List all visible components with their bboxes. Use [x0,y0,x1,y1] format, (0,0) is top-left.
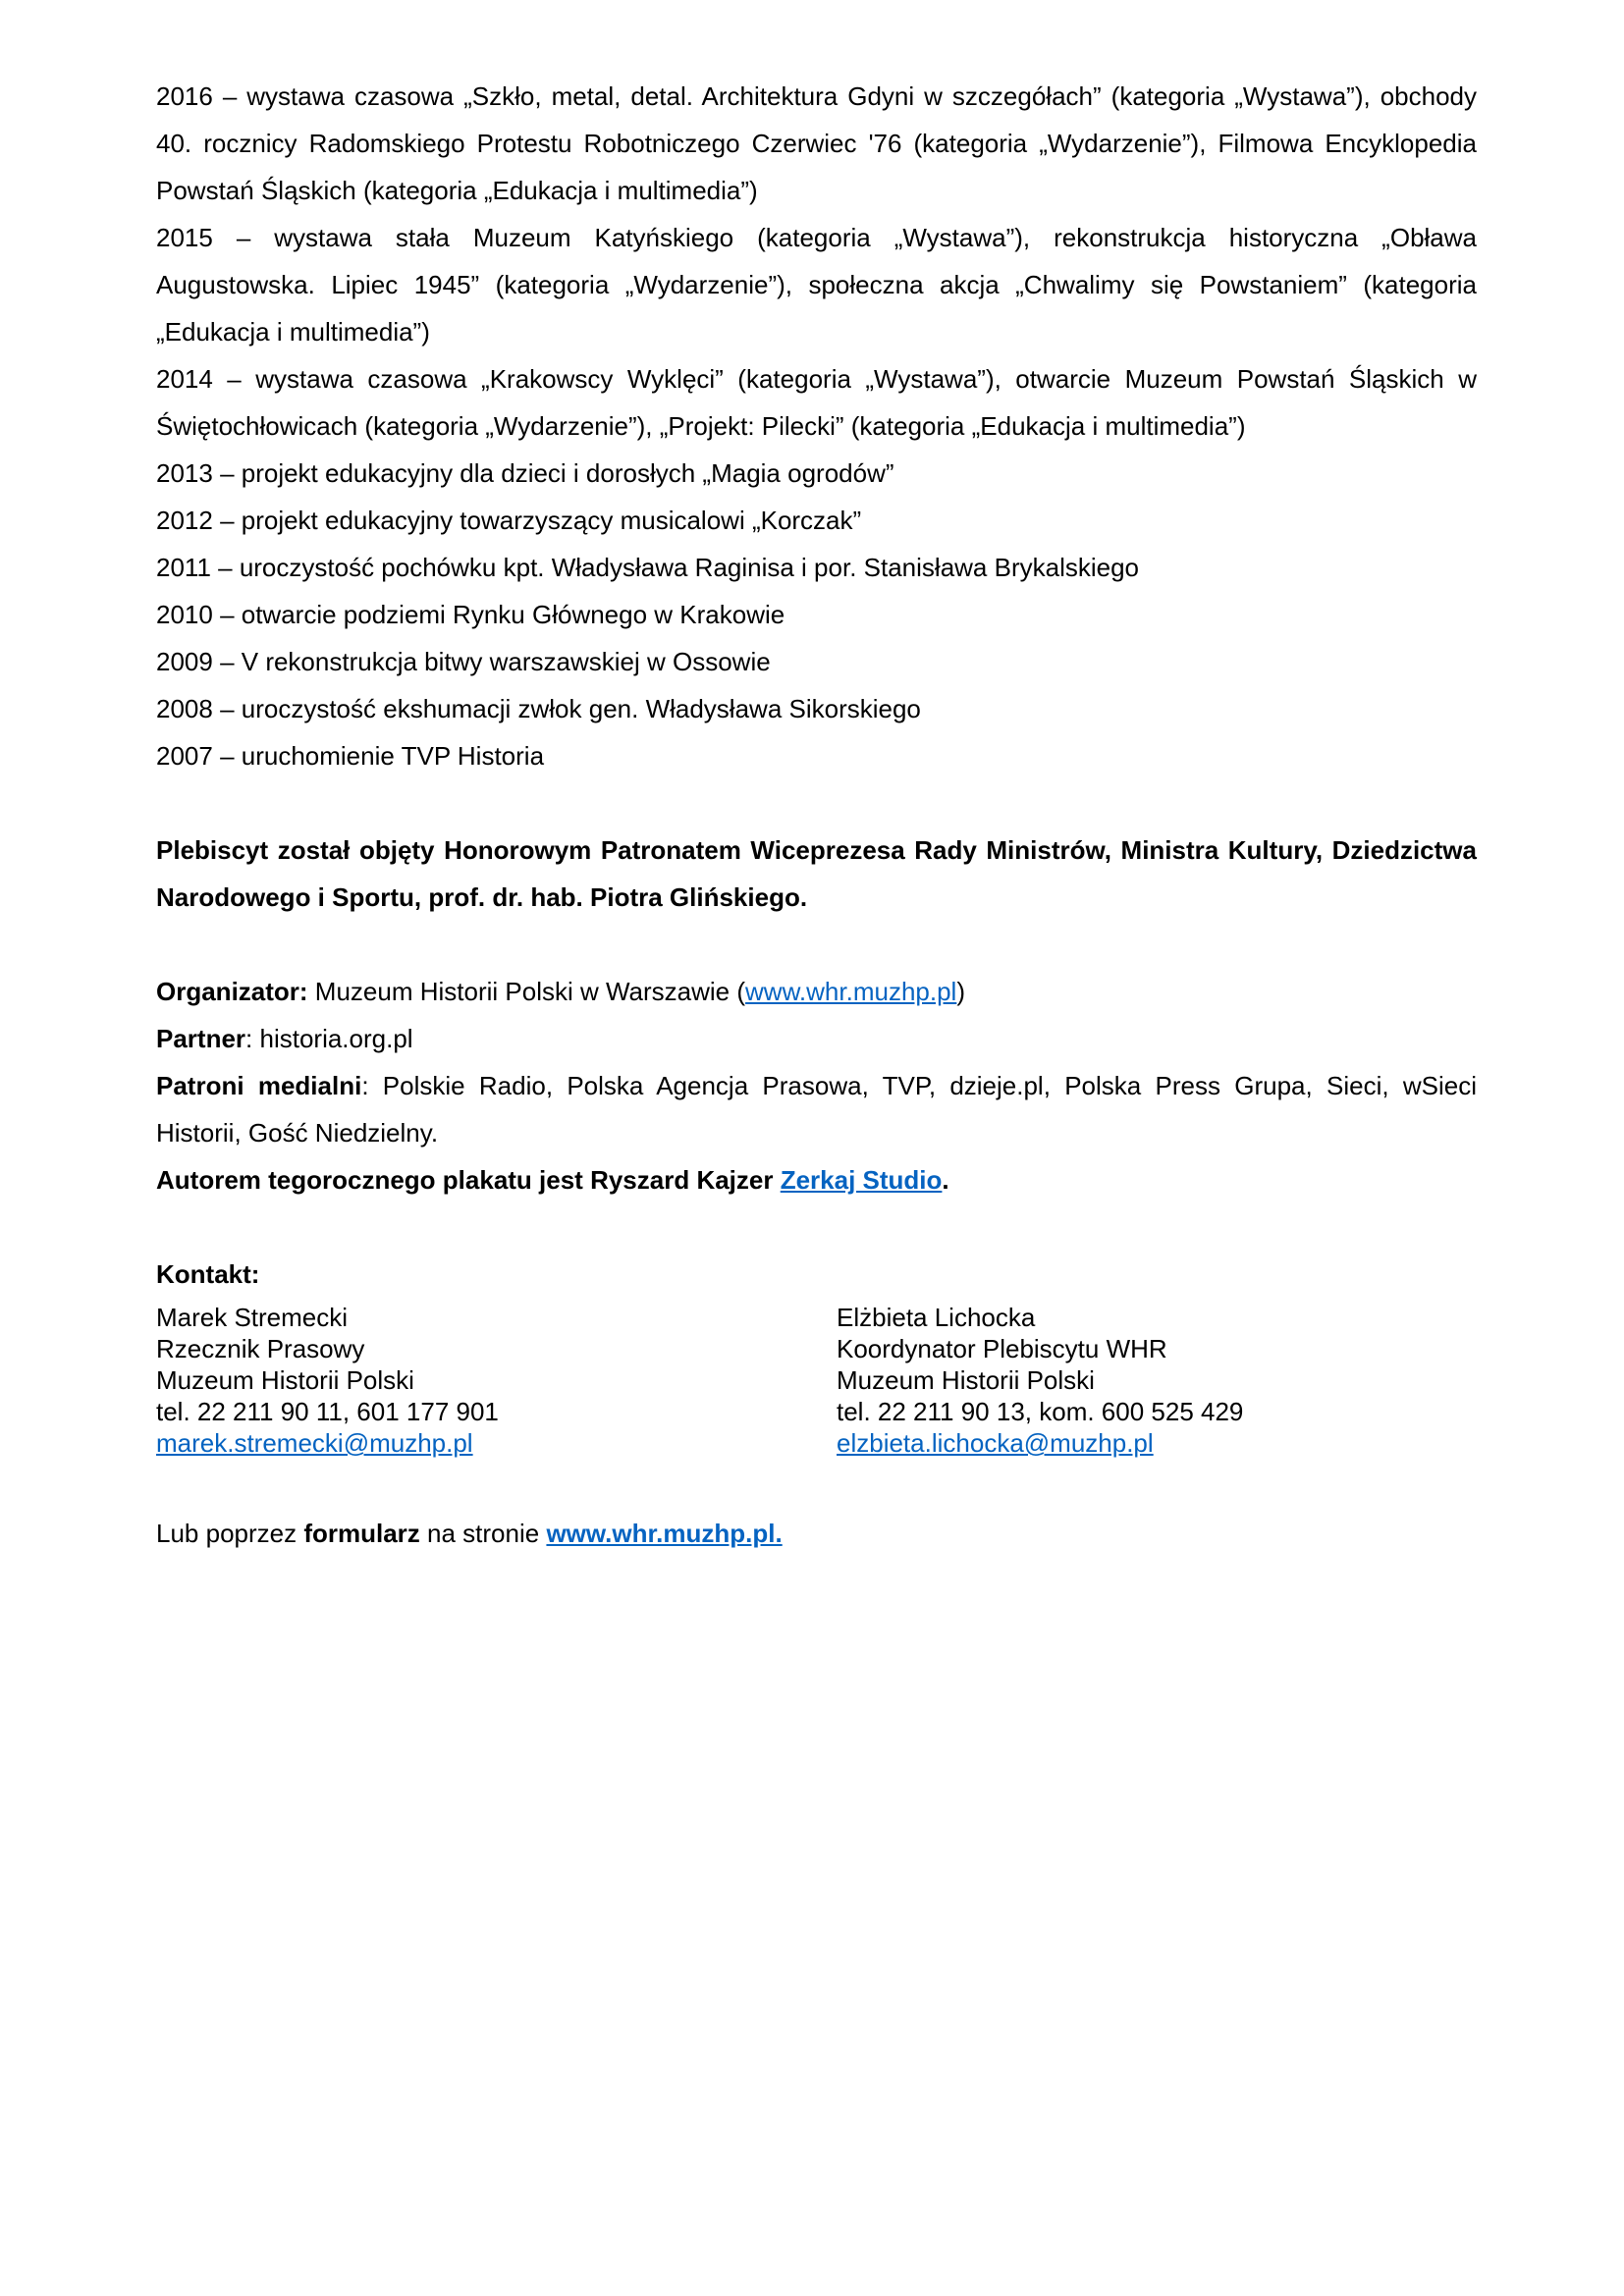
contact-card-coordinator [837,1302,1477,1459]
document-page [156,73,1477,1557]
form-bold-word: formularz [303,1519,420,1548]
spacer [156,779,1477,827]
organizer-line [156,968,1477,1015]
form-prefix: Lub poprzez [156,1519,304,1548]
history-entry-2013: 2013 – projekt edukacyjny dla dzieci i dorosłych „Magia ogrodów” [156,458,894,488]
contact-name: Marek Stremecki [156,1303,349,1332]
form-website-link[interactable]: www.whr.muzhp.pl. [546,1519,783,1548]
media-patrons-label: Patroni medialni [156,1071,362,1100]
contact-organization: Muzeum Historii Polski [156,1365,414,1395]
spacer [156,1459,1477,1510]
poster-suffix: . [942,1165,949,1195]
contact-organization: Muzeum Historii Polski [837,1365,1095,1395]
contact-phone: tel. 22 211 90 13, kom. 600 525 429 [837,1397,1244,1426]
zerkaj-studio-link[interactable]: Zerkaj Studio [780,1165,943,1195]
contact-role: Rzecznik Prasowy [156,1334,365,1363]
contact-card-spokesperson [156,1302,837,1459]
patronage-statement: Plebiscyt został objęty Honorowym Patronatem Wiceprezesa Rady Ministrów, Ministra Kultury, Dziedzictwa Narodowego i Sportu, prof. dr. hab. Piotra Glińskiego. [156,835,1477,912]
contact-role: Koordynator Plebiscytu WHR [837,1334,1167,1363]
partner-text: : historia.org.pl [245,1024,413,1053]
contact-name: Elżbieta Lichocka [837,1303,1036,1332]
spacer [156,1203,1477,1251]
form-middle: na stronie [419,1519,547,1548]
poster-author-text: Autorem tegorocznego plakatu jest Ryszard Kajzer [156,1165,781,1195]
partner-label: Partner [156,1024,246,1053]
media-patrons-text: : Polskie Radio, Polska Agencja Prasowa, TVP, dzieje.pl, Polska Press Grupa, Sieci, wSieci Historii, Gość Niedzielny. [156,1071,1477,1148]
history-entry-2008: 2008 – uroczystość ekshumacji zwłok gen. Władysława Sikorskiego [156,694,921,723]
contact-email-link[interactable]: elzbieta.lichocka@muzhp.pl [837,1428,1154,1458]
history-entry-2009: 2009 – V rekonstrukcja bitwy warszawskiej w Ossowie [156,647,771,676]
media-patrons-line [156,1062,1477,1156]
contact-phone: tel. 22 211 90 11, 601 177 901 [156,1397,499,1426]
contact-grid [156,1302,1477,1459]
form-line [156,1510,1477,1557]
spacer [156,921,1477,968]
contact-heading: Kontakt: [156,1259,260,1289]
history-entry-2012: 2012 – projekt edukacyjny towarzyszący musicalowi „Korczak” [156,506,862,535]
history-entry-2015: 2015 – wystawa stała Muzeum Katyńskiego (kategoria „Wystawa”), rekonstrukcja historyczna „Obława Augustowska. Lipiec 1945” (kategoria „Wydarzenie”), społeczna akcja „Chwalimy się Powstaniem” (kategoria „Edukacja i multimedia”) [156,223,1477,347]
organizer-label: Organizator: [156,977,308,1006]
history-entry-2007: 2007 – uruchomienie TVP Historia [156,741,545,771]
history-entry-2016: 2016 – wystawa czasowa „Szkło, metal, detal. Architektura Gdyni w szczegółach” (kategoria „Wystawa”), obchody 40. rocznicy Radomskiego Protestu Robotniczego Czerwiec '76 (kategoria „Wydarzenie”), Filmowa Encyklopedia Powstań Śląskich (kategoria „Edukacja i multimedia”) [156,81,1477,205]
poster-author-line [156,1156,1477,1203]
organizer-text: Muzeum Historii Polski w Warszawie ( [307,977,746,1006]
contact-email-link[interactable]: marek.stremecki@muzhp.pl [156,1428,473,1458]
organizer-suffix: ) [956,977,966,1006]
history-entry-2014: 2014 – wystawa czasowa „Krakowscy Wyklęci” (kategoria „Wystawa”), otwarcie Muzeum Powstań Śląskich w Świętochłowicach (kategoria „Wydarzenie”), „Projekt: Pilecki” (kategoria „Edukacja i multimedia”) [156,364,1477,441]
history-entry-2010: 2010 – otwarcie podziemi Rynku Głównego w Krakowie [156,600,785,629]
organizer-website-link[interactable]: www.whr.muzhp.pl [745,977,957,1006]
partner-line [156,1015,1477,1062]
history-entry-2011: 2011 – uroczystość pochówku kpt. Władysława Raginisa i por. Stanisława Brykalskiego [156,553,1139,582]
